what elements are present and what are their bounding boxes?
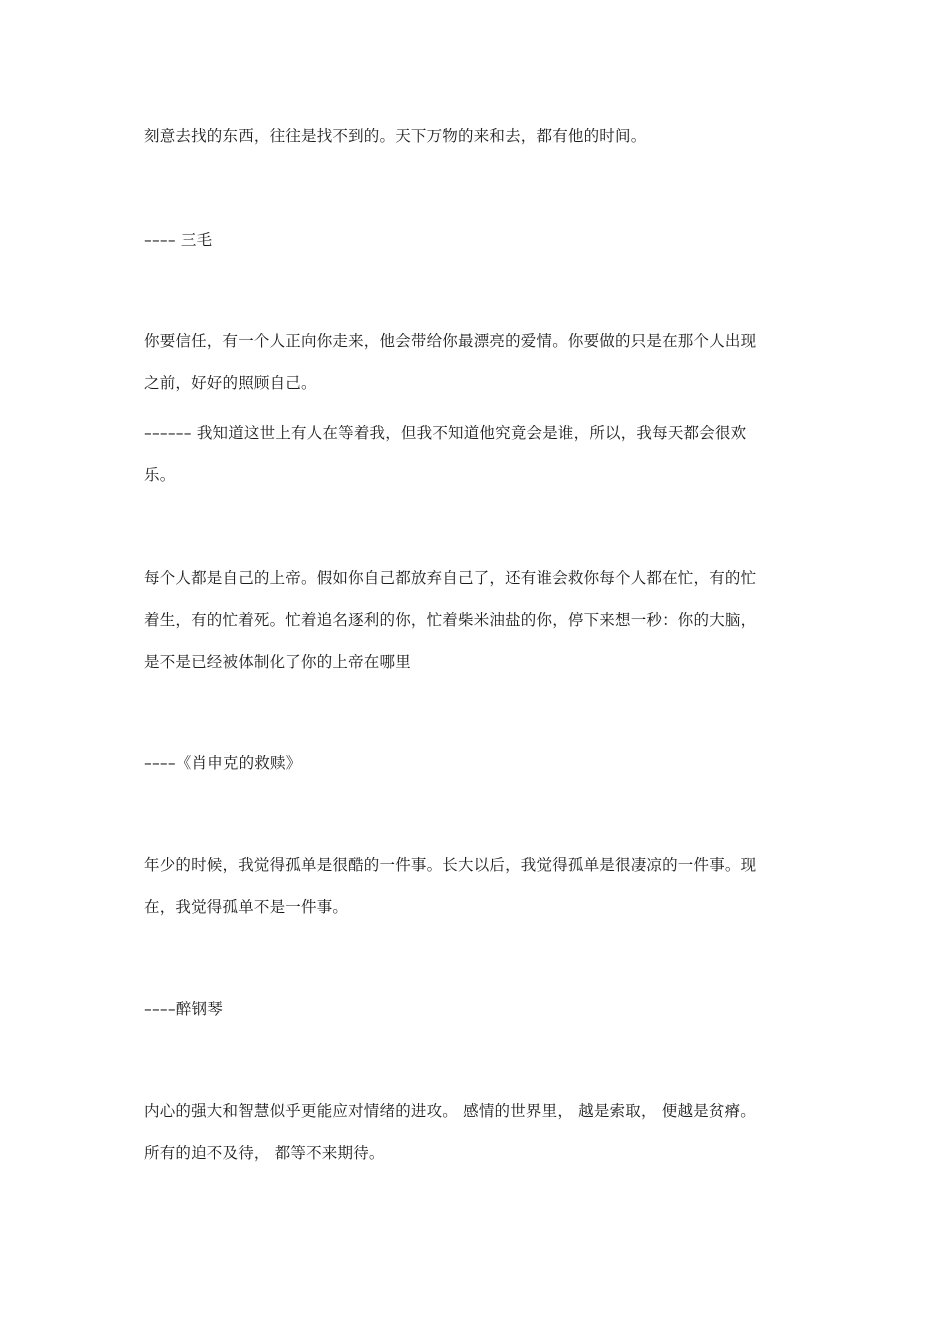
attribution-line: ––––《肖申克的救赎》 <box>144 754 302 772</box>
quote-line: 是不是已经被体制化了你的上帝在哪里 <box>144 653 411 671</box>
attribution-line: –––– 三毛 <box>144 231 213 249</box>
quote-line: 你要信任，有一个人正向你走来，他会带给你最漂亮的爱情。你要做的只是在那个人出现 <box>144 332 757 350</box>
attribution-line: ––––醉钢琴 <box>144 1000 223 1018</box>
quote-line: 着生，有的忙着死。忙着追名逐利的你，忙着柴米油盐的你，停下来想一秒：你的大脑， <box>144 611 757 629</box>
quote-line: 所有的迫不及待， 都等不来期待。 <box>144 1144 385 1162</box>
quote-line: –––––– 我知道这世上有人在等着我，但我不知道他究竟会是谁，所以，我每天都会很欢 <box>144 424 747 442</box>
quote-line: 之前，好好的照顾自己。 <box>144 374 317 392</box>
quote-line: 在，我觉得孤单不是一件事。 <box>144 898 349 916</box>
quote-line: 刻意去找的东西，往往是找不到的。天下万物的来和去，都有他的时间。 <box>144 127 647 145</box>
quote-line: 内心的强大和智慧似乎更能应对情绪的进攻。 感情的世界里， 越是索取， 便越是贫瘠。 <box>144 1102 756 1120</box>
quote-line: 乐。 <box>144 466 176 484</box>
quote-line: 年少的时候，我觉得孤单是很酷的一件事。长大以后，我觉得孤单是很凄凉的一件事。现 <box>144 856 757 874</box>
quote-line: 每个人都是自己的上帝。假如你自己都放弃自己了，还有谁会救你每个人都在忙，有的忙 <box>144 569 757 587</box>
